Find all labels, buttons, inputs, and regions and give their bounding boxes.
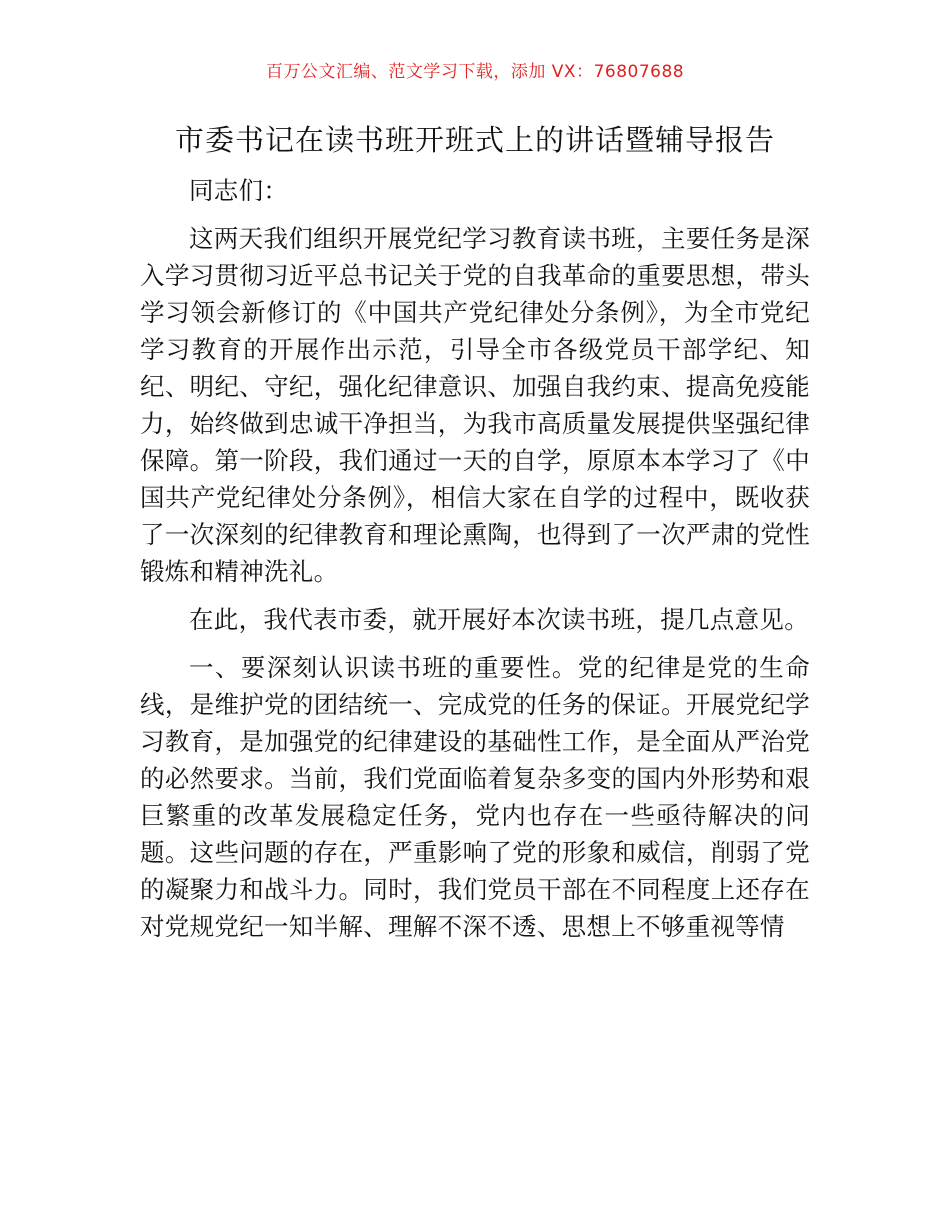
paragraph-3: 一、要深刻认识读书班的重要性。党的纪律是党的生命线，是维护党的团结统一、完成党的任务的保证。开展党纪学习教育，是加强党的纪律建设的基础性工作，是全面从严治党的必然要求。当前，我们党面临着复杂多变的国内外形势和艰巨繁重的改革发展稳定任务，党内也存在一些亟待解决的问题。这些问题的存在，严重影响了党的形象和威信，削弱了党的凝聚力和战斗力。同时，我们党员干部在不同程度上还存在对党规党纪一知半解、理解不深不透、思想上不够重视等情 <box>140 653 810 941</box>
paragraph-1: 这两天我们组织开展党纪学习教育读书班，主要任务是深入学习贯彻习近平总书记关于党的自我革命的重要思想，带头学习领会新修订的《中国共产党纪律处分条例》，为全市党纪学习教育的开展作出示范，引导全市各级党员干部学纪、知纪、明纪、守纪，强化纪律意识、加强自我约束、提高免疫能力，始终做到忠诚干净担当，为我市高质量发展提供坚强纪律保障。第一阶段，我们通过一天的自学，原原本本学习了《中国共产党纪律处分条例》，相信大家在自学的过程中，既收获了一次深刻的纪律教育和理论熏陶，也得到了一次严肃的党性锻炼和精神洗礼。 <box>140 224 810 586</box>
document-body <box>140 172 810 956</box>
paragraph-2: 在此，我代表市委，就开展好本次读书班，提几点意见。 <box>189 605 809 634</box>
salutation: 同志们： <box>189 176 289 205</box>
header-banner: 百万公文汇编、范文学习下载，添加 VX：76807688 <box>265 62 685 82</box>
document-title: 市委书记在读书班开班式上的讲话暨辅导报告 <box>174 123 775 157</box>
